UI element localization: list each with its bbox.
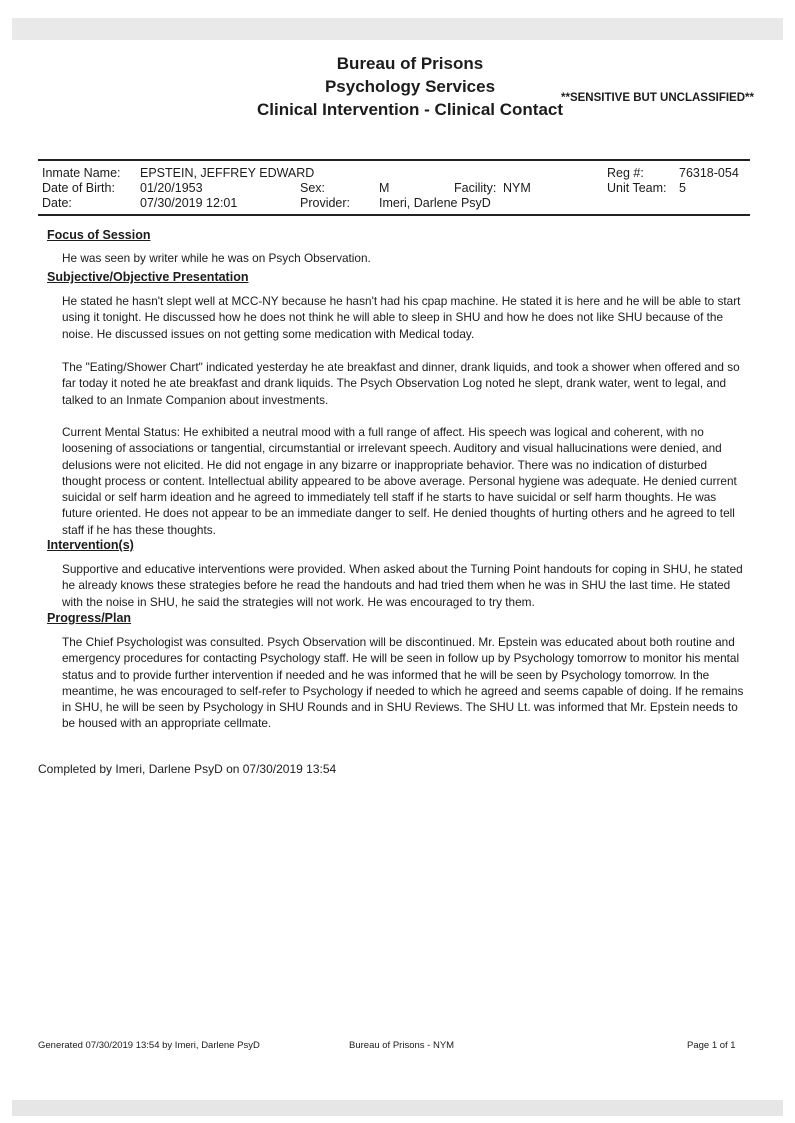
completed-by: Completed by Imeri, Darlene PsyD on 07/30/2019 13:54 bbox=[38, 762, 337, 776]
subjective-paragraph-2: The "Eating/Shower Chart" indicated yesterday he ate breakfast and dinner, drank liquids, and took a shower when offered and so far today it noted he ate breakfast and drank liquids. The Psych Observation Log noted he slept, drank water, went to legal, and talked to an Inmate Companion about investments. bbox=[62, 360, 740, 407]
provider-value: Imeri, Darlene PsyD bbox=[379, 196, 491, 210]
sex-value: M bbox=[379, 181, 390, 195]
date-value: 07/30/2019 12:01 bbox=[140, 196, 238, 210]
subjective-paragraph-1: He stated he hasn't slept well at MCC-NY because he hasn't had his cpap machine. He stated it is here and he will be able to start using it tonight. He discussed how he does not think he will able to sleep in SHU and how he does not like SHU because of the noise. He discussed issues on not getting some medication with Medical today. bbox=[62, 294, 741, 341]
reg-value: 76318-054 bbox=[679, 166, 739, 180]
title-line-2: Psychology Services bbox=[324, 77, 496, 96]
focus-text: He was seen by writer while he was on Psych Observation. bbox=[62, 251, 371, 265]
facility-label: Facility: bbox=[454, 181, 497, 195]
dob-value: 01/20/1953 bbox=[140, 181, 203, 195]
document-title bbox=[200, 52, 620, 121]
footer-facility: Bureau of Prisons - NYM bbox=[349, 1040, 455, 1051]
reg-label: Reg #: bbox=[607, 166, 644, 180]
facility-value: NYM bbox=[503, 181, 531, 195]
footer-generated: Generated 07/30/2019 13:54 by Imeri, Darlene PsyD bbox=[38, 1040, 260, 1051]
inmate-name-label: Inmate Name: bbox=[42, 166, 121, 180]
date-label: Date: bbox=[42, 196, 72, 210]
subjective-paragraph-3: Current Mental Status: He exhibited a neutral mood with a full range of affect. His speech was logical and coherent, with no loosening of associations or tangential, circumstantial or irrelevant speech. Auditory and visual hallucinations were denied, and delusions were not elicited. He did not engage in any bizarre or inappropriate behavior. There was no indication of disturbed thought process or content. Intellectual ability appeared to be above average. Personal hygiene was adequate. He denied current suicidal or self harm ideation and he agreed to immediately tell staff if he starts to have suicidal or self harm thoughts. He was future oriented. He does not appear to be an immediate danger to self. He denied thoughts of hurting others and he agreed to tell staff if he has these thoughts. bbox=[62, 425, 737, 537]
header-divider-bottom bbox=[38, 214, 750, 216]
unit-team-label: Unit Team: bbox=[607, 181, 667, 195]
provider-label: Provider: bbox=[300, 196, 351, 210]
footer-page: Page 1 of 1 bbox=[687, 1040, 736, 1051]
intervention-text: Supportive and educative interventions were provided. When asked about the Turning Point handouts for coping in SHU, he stated he already knows these strategies before he read the handouts and had tried them when he was in SHU the last time. He stated with the noise in SHU, he said the strategies will not work. He was encouraged to try them. bbox=[62, 562, 743, 609]
subjective-heading: Subjective/Objective Presentation bbox=[47, 270, 249, 284]
title-line-3: Clinical Intervention - Clinical Contact bbox=[256, 100, 564, 119]
intervention-heading: Intervention(s) bbox=[47, 538, 134, 552]
inmate-name-value: EPSTEIN, JEFFREY EDWARD bbox=[140, 166, 315, 180]
progress-heading: Progress/Plan bbox=[47, 611, 132, 625]
unit-team-value: 5 bbox=[679, 181, 686, 195]
header-divider-top bbox=[38, 159, 750, 161]
classification-label: **SENSITIVE BUT UNCLASSIFIED** bbox=[561, 92, 754, 104]
sex-label: Sex: bbox=[300, 181, 326, 195]
focus-heading: Focus of Session bbox=[47, 228, 151, 242]
scan-edge-top bbox=[12, 18, 783, 40]
scan-edge-bottom bbox=[12, 1100, 783, 1116]
dob-label: Date of Birth: bbox=[42, 181, 115, 195]
progress-text: The Chief Psychologist was consulted. Psych Observation will be discontinued. Mr. Epstein was educated about both routine and emergency procedures for contacting Psychology staff. He will be seen in follow up by Psychology tomorrow to monitor his mental status and to provide further intervention if needed and he was informed that he will be seen by Psychology tomorrow. In the meantime, he was encouraged to self-refer to Psychology if needed to which he agreed and seems capable of doing. If he remains in SHU, he will be seen by Psychology in SHU Rounds and in SHU Reviews. The SHU Lt. was informed that Mr. Epstein needs to be housed with an appropriate cellmate. bbox=[62, 635, 744, 731]
title-line-1: Bureau of Prisons bbox=[336, 54, 484, 73]
